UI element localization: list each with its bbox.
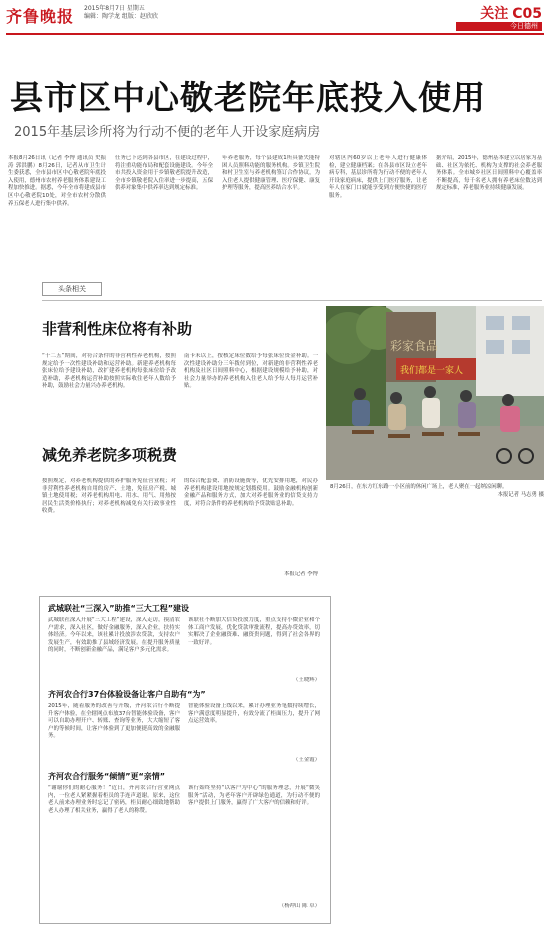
masthead-meta — [84, 5, 158, 21]
headline: 县市区中心敬老院年底投入使用 — [10, 78, 486, 117]
box-headline-1: 武城联社“三深入”助推“三大工程”建设 — [48, 604, 190, 613]
lead-column-3: 年养老服务，每个县建成1所具备失能特困人员照料功能的服务机构。乡镇卫生院和村卫生室与养老机构签订合作协议，为入住老人提供健康管理、医疗保健、康复护理等服务，提高医养结合水平。 — [222, 155, 320, 192]
box-article-3-col-2: 该行始终坚持“以客户为中心”的服务理念，开展“微笑服务”活动，为老年客户开辟绿色通道，为行动不便的客户提供上门服务，赢得了广大客户的信赖和好评。 — [188, 785, 320, 807]
section-header — [480, 3, 542, 23]
masthead — [0, 0, 550, 30]
box-article-2-col-1: 2015年，随着服务的改善与升级，齐河农合行不断提升客户体验，在全辖网点布放37台智能体验设备，客户可以自助办理开户、转账、查询等业务，大大缩短了客户的等候时间，让客户体验到了更加便捷高效的金融服务。 — [48, 703, 180, 740]
banner-text: 我们都是一家人 — [400, 366, 464, 376]
box-headline-2: 齐河农合行37台体验设备让客户自助有“为” — [48, 690, 206, 699]
lead-column-2: 任务已下达到各县市区，在建设过程中，将注重功能布局和配套设施建设。今年全市共投入资金用于乡镇敬老院提升改造，全市乡镇敬老院入住率进一步提高，五保供养对象集中供养率达到规定标准。 — [115, 155, 213, 192]
box-article-2-col-2: 智能体验设备上线以来，累计办理业务笔数持续增长，客户满意度明显提升，有效分流了柜面压力，提升了网点运营效率。 — [188, 703, 320, 725]
newspaper-logo: 齐鲁晚报 — [6, 7, 75, 26]
section-name: 关注 — [480, 6, 509, 22]
box-article-1-col-2: 该联社不断加大信贷投放力度，重点支持小微企业和个体工商户发展，优化贷款审批流程，提高办贷效率，切实解决了企业融资难、融资贵问题，得到了社会各界的一致好评。 — [188, 617, 320, 646]
photo-credit: 本报记者 马志勇 摄 — [497, 491, 544, 498]
box-byline-2: （王金霞） — [293, 757, 320, 763]
section-divider — [42, 300, 542, 301]
tax-byline: 本报记者 李博 — [283, 571, 318, 577]
photo-illustration — [326, 306, 544, 480]
shop-sign: 彩家食品 — [390, 339, 439, 353]
subheading-subsidy: 非营利性床位将有补助 — [42, 320, 193, 338]
photo-caption: 8月26日，在东方红东路一小区前的休闲广场上，老人聚在一起纳凉闲聊。 — [330, 484, 508, 490]
box-byline-3: （杨冲山 陈 卓） — [278, 903, 320, 909]
box-article-3-col-1: “谢谢你们的耐心服务！”近日，齐河农合行营业网点内，一位老人紧紧握着柜员的手连声道谢。原来，这位老人前来办理业务时忘记了密码，柜员耐心细致地帮助老人办理了相关业务，赢得了老人的称赞。 — [48, 785, 180, 814]
bank-news-box — [39, 596, 331, 924]
lead-column-4: 对辖区内60岁以上老年人进行健康体检，建立健康档案；在各县市区设立老年病专科，基层诊所将为行动不便的老年人开设家庭病床，提供上门医疗服务，让老年人在家门口就能享受到方便快捷的医疗服务。 — [329, 155, 427, 199]
section-label: 头条相关 — [42, 282, 102, 296]
tax-column-1: 按照规定，对养老机构提供的养护服务免征营业税；对非营利性养老机构自用的房产、土地，免征房产税、城镇土地使用税；对养老机构用电、用水、用气、用热按居民生活类价格执行；对养老机构减免有关行政事业性收费。 — [42, 478, 176, 515]
box-headline-3: 齐河农合行服务“倾情”更“亲情” — [48, 772, 166, 781]
lead-column-1: 本报8月26日讯（记者 李博 通讯员 史振涛 郭洪鹏）8月26日，记者从市卫生计生委获悉，全市县市区中心敬老院年底投入使用，德州市农村养老服务体系建设工程加快推进。据悉，今年全市将建成县市区中心敬老院10处，对全市农村分散供养五保老人进行集中供养。 — [8, 155, 106, 207]
tax-column-2: 的综合配套费、消防设施费等，优先安排用地，对民办养老机构建设用地按规定划拨使用。鼓励金融机构创新金融产品和服务方式，加大对养老服务业的信贷支持力度，对符合条件的养老机构给予贷款贴息补助。 — [184, 478, 318, 507]
issue-date: 2015年8月7日 星期五 — [84, 5, 145, 12]
subheading-tax: 减免养老院多项税费 — [42, 446, 178, 464]
box-article-1-col-1: 武城联社深入开展“三大工程”建设，深入走访，摸清农户需求，深入社区，做好金融服务，深入企业，扶持实体经济。今年以来，该社累计投放涉农贷款，支持农户发展生产，有效助推了县域经济发展。在提升服务质量的同时，不断创新金融产品，满足客户多元化需求。 — [48, 617, 180, 654]
editor-line: 编辑：陶学龙 组版：赵欣欣 — [84, 13, 158, 20]
edition-bar: 今日德州 — [456, 22, 542, 31]
lead-column-5: 据介绍，2015年，德州基本建立以居家为基础、社区为依托、机构为支撑的社会养老服务体系。全市城乡社区日间照料中心覆盖率不断提高，每千名老人拥有养老床位数达到规定标准，养老服务业持续健康发展。 — [436, 155, 542, 192]
top-rule — [6, 33, 544, 35]
subsidy-column-1: “十二五”期间，对符合条件的非营利性养老机构，按照规定给予一次性建设补助和运营补助。新建养老机构每张床位给予建设补助，改扩建养老机构每张床位给予改造补助，养老机构运营补助按照实际收住老年人数给予补助，鼓励社会力量兴办养老机构。 — [42, 353, 176, 390]
subheadline: 2015年基层诊所将为行动不便的老年人开设家庭病房 — [14, 125, 321, 140]
news-photo — [326, 306, 544, 480]
box-byline-1: （王晓辉） — [293, 677, 320, 683]
page-number: C05 — [512, 6, 542, 22]
subsidy-column-2: 南卡未以上，按核定床位数给予每张床位资金补助。一次性建设补助分三年拨付到位，对新建的非营利性养老机构及社区日间照料中心，根据建设规模给予补助，对社会力量举办的养老机构入住老人给予每人每月运营补贴。 — [184, 353, 318, 390]
photo-caption-block — [330, 484, 544, 499]
